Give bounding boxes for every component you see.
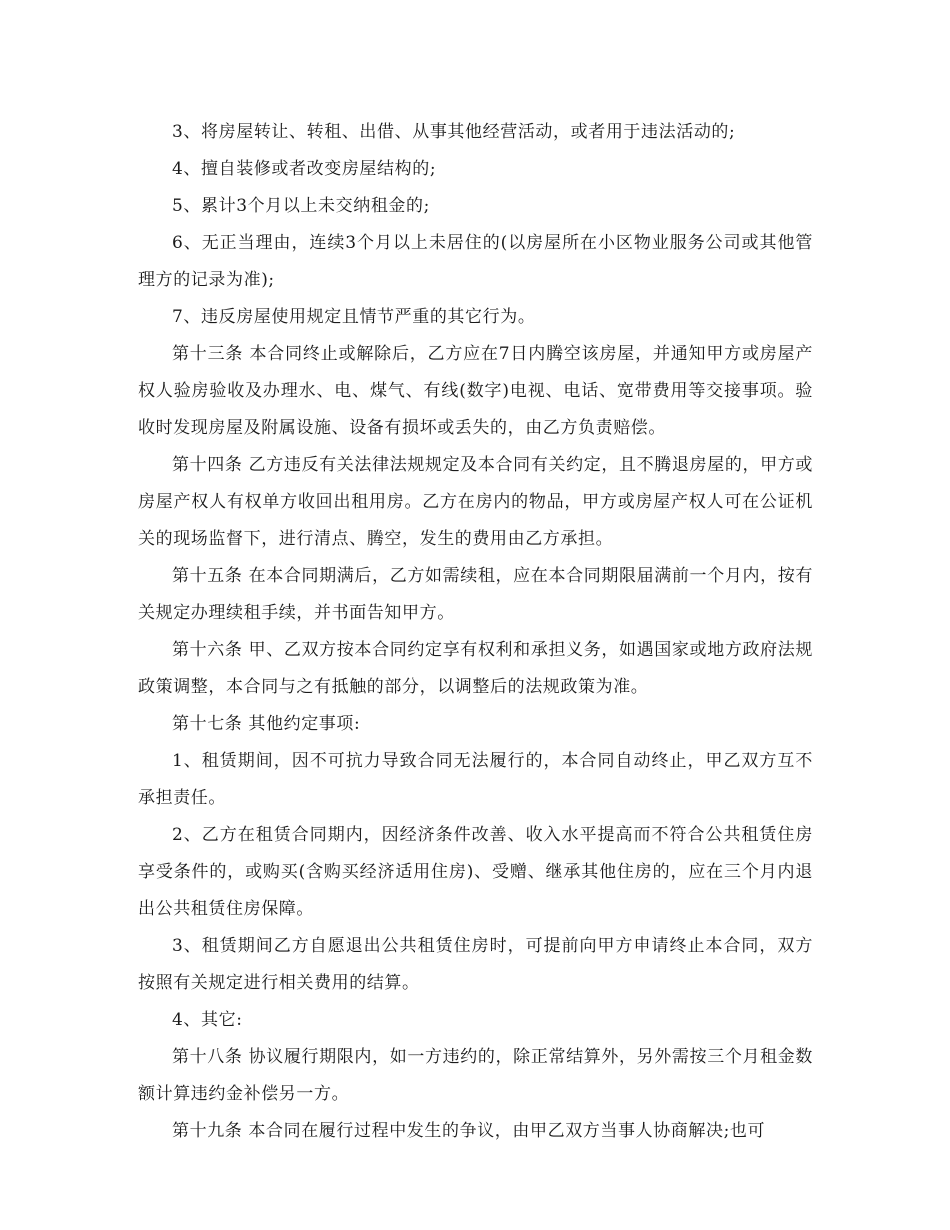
article-18: 第十八条 协议履行期限内，如一方违约的，除正常结算外，另外需按三个月租金数额计算违约金补偿另一方。: [138, 1047, 813, 1104]
article-19: 第十九条 本合同在履行过程中发生的争议，由甲乙双方当事人协商解决;也可: [172, 1121, 766, 1141]
article-13: 第十三条 本合同终止或解除后，乙方应在7日内腾空该房屋，并通知甲方或房屋产权人验房验收及办理水、电、煤气、有线(数字)电视、电话、宽带费用等交接事项。验收时发现房屋及附属设施、设备有损坏或丢失的，由乙方负责赔偿。: [138, 344, 813, 438]
article-16: 第十六条 甲、乙双方按本合同约定享有权利和承担义务，如遇国家或地方政府法规政策调整，本合同与之有抵触的部分，以调整后的法规政策为准。: [138, 640, 813, 697]
clause-item-3: 3、将房屋转让、转租、出借、从事其他经营活动，或者用于违法活动的;: [172, 122, 736, 142]
clause-item-5: 5、累计3个月以上未交纳租金的;: [172, 196, 430, 216]
clause-item-4: 4、擅自装修或者改变房屋结构的;: [172, 159, 437, 179]
clause-item-6: 6、无正当理由，连续3个月以上未居住的(以房屋所在小区物业服务公司或其他管理方的记录为准);: [138, 233, 813, 290]
article-15: 第十五条 在本合同期满后，乙方如需续租，应在本合同期限届满前一个月内，按有关规定办理续租手续，并书面告知甲方。: [138, 566, 813, 623]
article-17-item-3: 3、租赁期间乙方自愿退出公共租赁住房时，可提前向甲方申请终止本合同，双方按照有关规定进行相关费用的结算。: [138, 936, 813, 993]
article-17-heading: 第十七条 其他约定事项:: [172, 714, 361, 734]
document-body: [138, 114, 813, 1150]
article-17-item-4: 4、其它:: [172, 1010, 243, 1030]
article-14: 第十四条 乙方违反有关法律法规规定及本合同有关约定，且不腾退房屋的，甲方或房屋产权人有权单方收回出租用房。乙方在房内的物品，甲方或房屋产权人可在公证机关的现场监督下，进行清点、腾空，发生的费用由乙方承担。: [138, 455, 813, 549]
clause-item-7: 7、违反房屋使用规定且情节严重的其它行为。: [172, 307, 536, 327]
article-17-item-1: 1、租赁期间，因不可抗力导致合同无法履行的，本合同自动终止，甲乙双方互不承担责任。: [138, 751, 813, 808]
article-17-item-2: 2、乙方在租赁合同期内，因经济条件改善、收入水平提高而不符合公共租赁住房享受条件的，或购买(含购买经济适用住房)、受赠、继承其他住房的，应在三个月内退出公共租赁住房保障。: [138, 825, 813, 919]
